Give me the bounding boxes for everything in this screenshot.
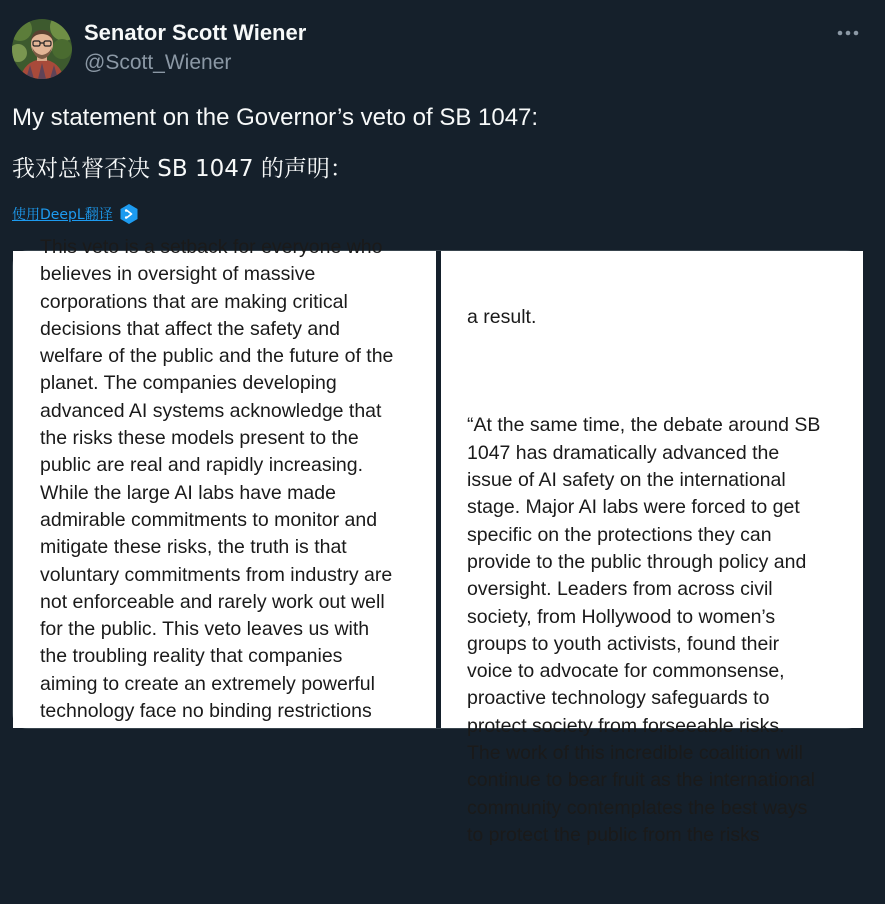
statement-line: community contemplates the best ways: [467, 796, 808, 819]
statement-page-left: [13, 236, 436, 728]
statement-line: corporations that are making critical: [40, 290, 348, 313]
statement-line: for the public. This veto leaves us with: [40, 618, 370, 641]
statement-line: a result.: [467, 305, 537, 328]
statement-line: public are real and rapidly increasing.: [40, 454, 364, 477]
statement-line: to protect the public from the risks: [467, 823, 760, 846]
statement-line: stage. Major AI labs were forced to get: [467, 496, 800, 519]
translate-label[interactable]: 使用DeepL翻译: [12, 207, 113, 223]
statement-line: admirable commitments to monitor and: [40, 508, 378, 531]
more-options-button[interactable]: [832, 22, 864, 44]
deepl-icon: [119, 203, 139, 225]
statement-line: voice to advocate for commonsense,: [467, 660, 785, 683]
more-dots-icon: [832, 22, 864, 44]
statement-paragraph: [467, 304, 820, 331]
translate-link[interactable]: [12, 203, 139, 225]
statement-line: welfare of the public and the future of the: [40, 345, 394, 368]
user-handle[interactable]: @Scott_Wiener: [84, 51, 232, 74]
statement-line: the risks these models present to the: [40, 427, 359, 450]
statement-line: not enforceable and rarely work out well: [40, 590, 385, 613]
statement-line: 1047 has dramatically advanced the: [467, 441, 780, 464]
avatar[interactable]: [12, 19, 72, 79]
statement-line: “At the same time, the debate around SB: [467, 414, 821, 437]
statement-line: protect society from forseeable risks.: [467, 714, 785, 737]
statement-image[interactable]: [12, 236, 862, 846]
statement-line: aiming to create an extremely powerful: [40, 672, 375, 695]
statement-line: mitigate these risks, the truth is that: [40, 536, 347, 559]
statement-line: issue of AI safety on the international: [467, 469, 786, 492]
statement-page-right: [441, 251, 863, 846]
statement-line: The work of this incredible coalition will: [467, 742, 803, 765]
statement-line: While the large AI labs have made: [40, 481, 336, 504]
statement-line: This veto is a setback for everyone who: [40, 236, 383, 258]
statement-line: technology face no binding restrictions: [40, 700, 372, 723]
statement-text-right: [467, 249, 820, 904]
tweet-text-translation: 我对总督否决 SB 1047 的声明：: [12, 156, 353, 182]
statement-line: decisions that affect the safety and: [40, 317, 340, 340]
statement-line: planet. The companies developing: [40, 372, 337, 395]
statement-paragraph: [467, 412, 820, 849]
statement-line: oversight. Leaders from across civil: [467, 578, 773, 601]
statement-text-left: [40, 234, 393, 725]
tweet-text: My statement on the Governor’s veto of SB 1047:: [12, 104, 539, 131]
statement-line: advanced AI systems acknowledge that: [40, 399, 382, 422]
statement-line: the troubling reality that companies: [40, 645, 343, 668]
statement-line: voluntary commitments from industry are: [40, 563, 393, 586]
statement-line: society, from Hollywood to women’s: [467, 605, 776, 628]
statement-line: provide to the public through policy and: [467, 550, 807, 573]
statement-line: specific on the protections they can: [467, 523, 772, 546]
statement-line: believes in oversight of massive: [40, 263, 316, 286]
statement-line: proactive technology safeguards to: [467, 687, 770, 710]
statement-line: continue to bear fruit as the international: [467, 769, 815, 792]
statement-line: groups to youth activists, found their: [467, 632, 780, 655]
display-name[interactable]: Senator Scott Wiener: [84, 20, 307, 45]
